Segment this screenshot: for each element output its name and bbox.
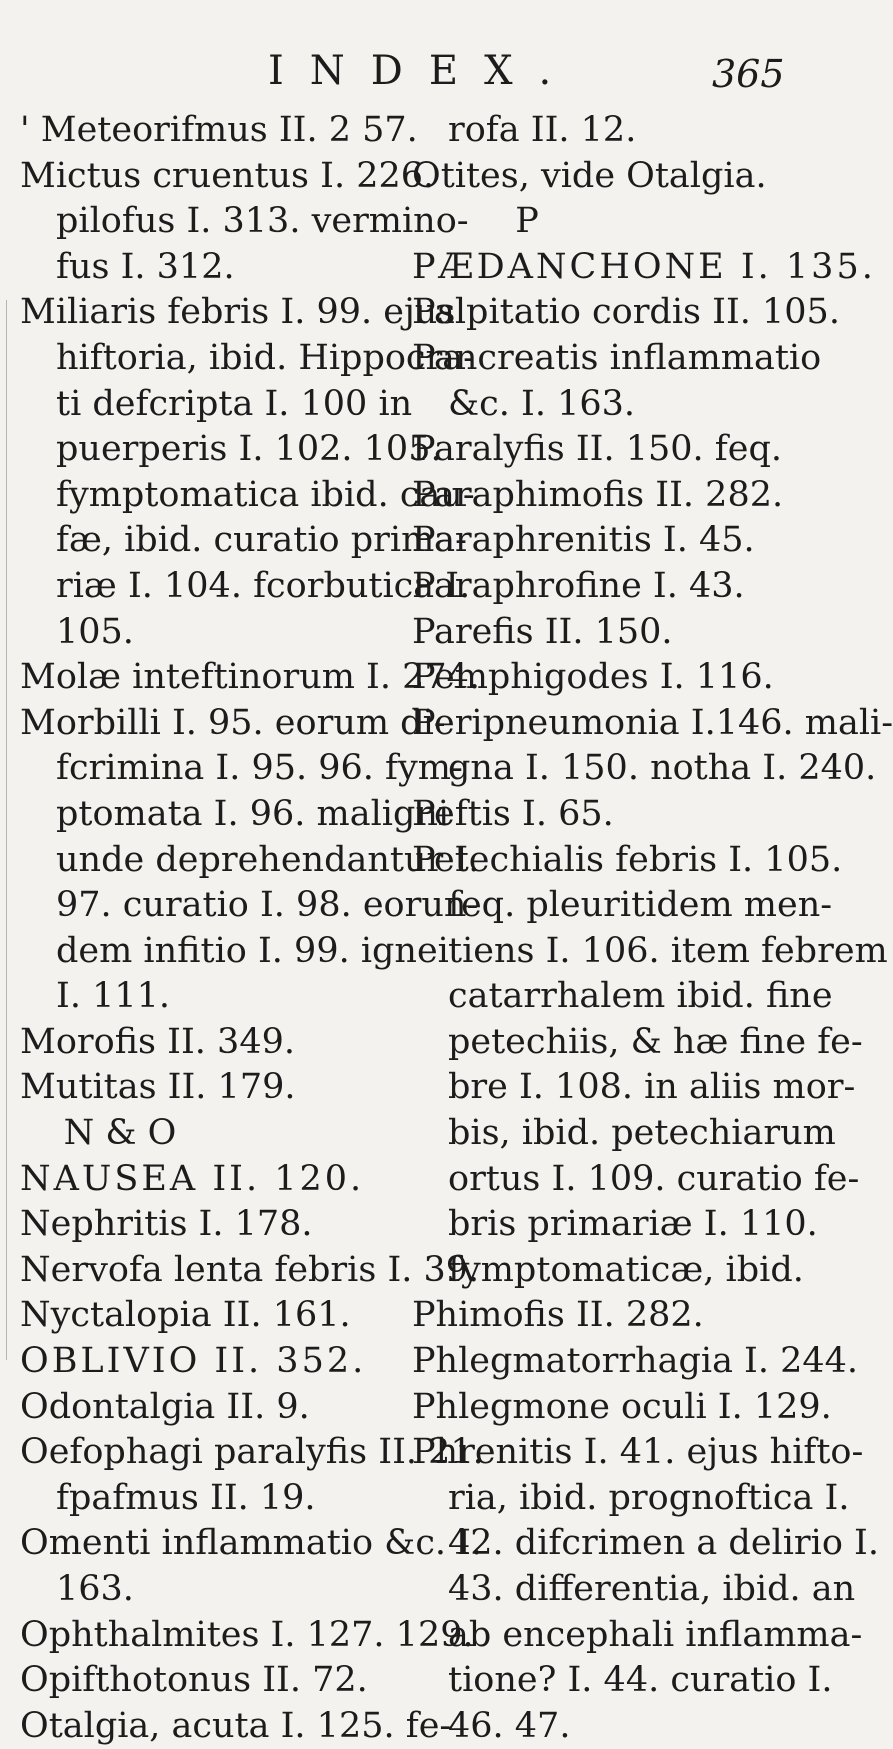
index-entry-line: ti defcripta I. 100 in xyxy=(56,383,413,424)
index-entry-line: Paralyfis II. 150. feq. xyxy=(412,429,782,470)
index-entry-line: NAUSEA II. 120. xyxy=(20,1158,365,1199)
page-edge-rule xyxy=(6,300,7,1360)
index-entry-line: Petechialis febris I. 105. xyxy=(412,839,843,880)
index-entry-line: fus I. 312. xyxy=(56,246,235,287)
index-entry-line: Phimofis II. 282. xyxy=(412,1295,704,1336)
page-number: 365 xyxy=(712,52,785,96)
index-entry-line: Pemphigodes I. 116. xyxy=(412,657,774,698)
index-entry-line: rofa II. 12. xyxy=(448,110,637,150)
index-entry-line: bre I. 108. in aliis mor- xyxy=(448,1067,856,1108)
index-entry-line: I. 111. xyxy=(56,976,171,1017)
index-entry-line: dem infitio I. 99. ignei xyxy=(56,930,449,971)
index-entry-line: Phrenitis I. 41. ejus hifto- xyxy=(412,1432,864,1473)
index-entry-line: catarrhalem ibid. fine xyxy=(448,976,833,1017)
index-entry-line: unde deprehendantur I. xyxy=(56,839,480,880)
index-entry-line: Palpitatio cordis II. 105. xyxy=(412,292,840,333)
index-entry-line: ' Meteorifmus II. 2 57. xyxy=(20,110,418,150)
index-entry-line: Peripneumonia I.146. mali- xyxy=(412,702,893,743)
index-entry-line: feq. pleuritidem men- xyxy=(448,885,833,926)
index-entry-line: ptomata I. 96. maligni xyxy=(56,793,450,834)
index-entry-line: Nephritis I. 178. xyxy=(20,1204,313,1245)
index-entry-line: Molæ inteftinorum I. 274. xyxy=(20,657,481,698)
index-entry-line: Paraphrofine I. 43. xyxy=(412,565,745,606)
index-entry-line: hiftoria, ibid. Hippocra- xyxy=(56,337,475,378)
index-entry-line: Morofis II. 349. xyxy=(20,1021,295,1062)
index-entry-line: 97. curatio I. 98. eorun- xyxy=(56,885,479,926)
index-entry-line: fæ, ibid. curatio prima- xyxy=(56,520,467,561)
index-entry-line: Nyctalopia II. 161. xyxy=(20,1295,351,1336)
index-entry-line: Phlegmone oculi I. 129. xyxy=(412,1386,832,1427)
section-letter-heading: P xyxy=(515,201,539,242)
header-title: INDEX. xyxy=(268,48,578,94)
page-header xyxy=(0,44,800,104)
index-entry-line: fpafmus II. 19. xyxy=(56,1477,316,1518)
index-entry-line: Otites, vide Otalgia. xyxy=(412,155,767,196)
index-entry-line: Pancreatis inflammatio xyxy=(412,337,822,378)
index-entry-line: &c. I. 163. xyxy=(448,383,636,424)
index-entry-line: ortus I. 109. curatio fe- xyxy=(448,1158,860,1199)
index-entry-line: Mictus cruentus I. 226. xyxy=(20,155,435,196)
index-entry-line: Ophthalmites I. 127. 129. xyxy=(20,1614,474,1655)
index-entry-line: Otalgia, acuta I. 125. fe- xyxy=(20,1705,452,1746)
index-entry-line: Miliaris febris I. 99. ejus xyxy=(20,292,456,333)
index-entry-line: Paraphrenitis I. 45. xyxy=(412,520,755,561)
index-entry-line: Parefis II. 150. xyxy=(412,611,673,652)
index-entry-line: 163. xyxy=(56,1569,134,1609)
index-entry-line: gna I. 150. notha I. 240. xyxy=(448,748,877,789)
index-entry-line: Phlegmatorrhagia I. 244. xyxy=(412,1341,859,1382)
index-entry-line: OBLIVIO II. 352. xyxy=(20,1341,367,1382)
index-column-left xyxy=(20,108,484,1749)
index-entry-line: bris primariæ I. 110. xyxy=(448,1204,818,1245)
index-entry-line: Nervofa lenta febris I. 39. xyxy=(20,1249,480,1290)
index-entry-line: riæ I. 104. fcorbutica I. xyxy=(56,565,471,606)
index-entry-line: ria, ibid. prognoftica I. xyxy=(448,1477,850,1518)
index-entry-line: Odontalgia II. 9. xyxy=(20,1386,310,1427)
index-entry-line: Paraphimofis II. 282. xyxy=(412,474,784,515)
index-entry-line: puerperis I. 102. 105. xyxy=(56,429,442,470)
index-entry-line: 105. xyxy=(56,611,134,652)
index-entry-line: fcrimina I. 95. 96. fym- xyxy=(56,748,463,789)
index-entry-line: Peftis I. 65. xyxy=(412,793,614,834)
index-entry-line: Oefophagi paralyfis II. 21. xyxy=(20,1432,484,1473)
index-column-right xyxy=(412,108,893,1749)
index-entry-line: Morbilli I. 95. eorum di- xyxy=(20,702,446,743)
index-entry-line: 42. difcrimen a delirio I. xyxy=(448,1523,880,1564)
index-entry-line: 43. differentia, ibid. an xyxy=(448,1569,856,1609)
index-entry-line: pilofus I. 313. vermino- xyxy=(56,201,469,242)
index-entry-line: ab encephali inflamma- xyxy=(448,1614,863,1655)
section-letter-heading: N & O xyxy=(63,1113,177,1154)
index-entry-line: fymptomatica ibid. cau- xyxy=(56,474,475,515)
index-entry-line: PÆDANCHONE I. 135. xyxy=(412,246,876,287)
index-entry-line: Mutitas II. 179. xyxy=(20,1067,296,1108)
index-entry-line: fymptomaticæ, ibid. xyxy=(448,1249,804,1290)
index-entry-line: tione? I. 44. curatio I. xyxy=(448,1660,833,1701)
index-entry-line: Opifthotonus II. 72. xyxy=(20,1660,368,1701)
index-entry-line: Omenti inflammatio &c. I. xyxy=(20,1523,483,1564)
index-entry-line: tiens I. 106. item febrem xyxy=(448,930,888,971)
index-entry-line: bis, ibid. petechiarum xyxy=(448,1113,836,1154)
index-entry-line: 46. 47. xyxy=(448,1705,571,1746)
index-entry-line: petechiis, & hæ fine fe- xyxy=(448,1021,863,1062)
